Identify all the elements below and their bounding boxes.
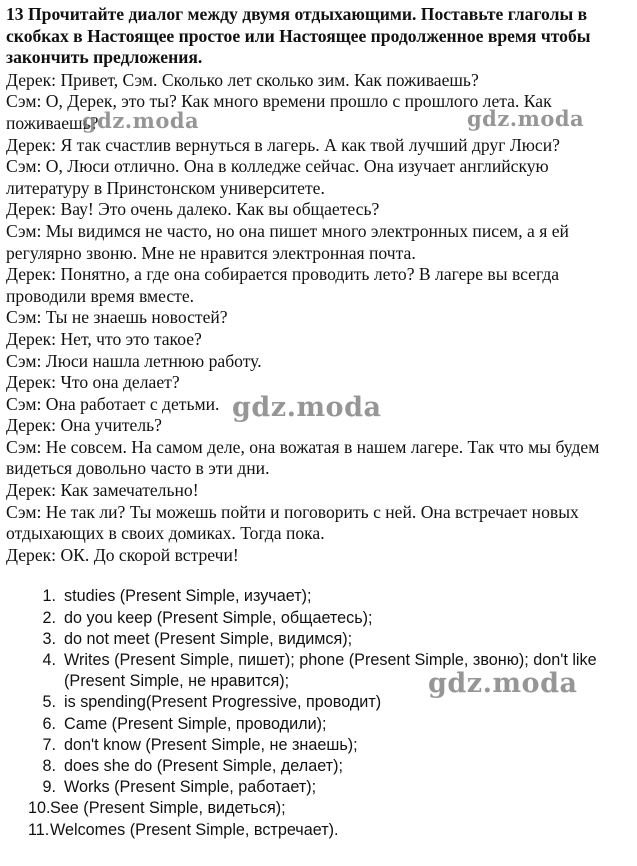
dialog-line: Сэм: Не совсем. На самом деле, она вожатая в нашем лагере. Так что мы будем видеться довольно часто в эти дни. [6, 436, 600, 479]
watermark: gdz.moda [232, 392, 382, 423]
watermark: gdz.moda [467, 106, 585, 131]
answer-item [4, 756, 633, 777]
answer-number: 8. [42, 757, 56, 776]
answer-item [4, 586, 633, 607]
answer-text: Writes (Present Simple, пишет); phone (Present Simple, звоню); don't like (Present Simple, не нравится); [64, 651, 597, 691]
answer-number: 7. [42, 735, 56, 754]
answer-list [4, 586, 633, 840]
answer-item [4, 798, 633, 819]
dialog-text [4, 70, 633, 567]
answer-item [4, 735, 633, 756]
answer-text: See (Present Simple, видеться); [50, 799, 286, 818]
answer-text: studies (Present Simple, изучает); [64, 587, 312, 606]
answer-text: Welcomes (Present Simple, встречает). [50, 820, 339, 839]
answer-number: 3. [42, 629, 56, 648]
answer-number: 11. [28, 820, 50, 839]
watermark: gdz.moda [82, 108, 200, 133]
answer-text: Came (Present Simple, проводили); [64, 714, 327, 733]
answer-item [4, 608, 633, 629]
dialog-line: Дерек: Вау! Это очень далеко. Как вы общаетесь? [6, 199, 380, 220]
task-heading: 13 Прочитайте диалог между двумя отдыхающими. Поставьте глаголы в скобках в Настоящее простое или Настоящее продолженное время чтобы закончить предложения. [6, 4, 591, 68]
dialog-line: Дерек: Она учитель? [6, 415, 162, 436]
dialog-line: Сэм: Мы видимся не часто, но она пишет много электронных писем, а я ей регулярно звоню. Мне не нравится электронная почта. [6, 220, 569, 263]
dialog-line: Дерек: Что она делает? [6, 372, 180, 393]
dialog-line: Сэм: Люси нашла летнюю работу. [6, 350, 262, 371]
dialog-line: Дерек: Нет, что это такое? [6, 328, 202, 349]
answer-item [4, 714, 633, 735]
answer-number: 2. [42, 608, 56, 627]
dialog-line: Дерек: Привет, Сэм. Сколько лет сколько зим. Как поживаешь? [6, 69, 479, 90]
answer-item [4, 777, 633, 798]
watermark: gdz.moda [428, 668, 578, 699]
answer-text: is spending(Present Progressive, проводит) [64, 693, 382, 712]
answer-number: 5. [42, 693, 56, 712]
answer-number: 10. [28, 799, 51, 818]
answer-text: do you keep (Present Simple, общаетесь); [64, 608, 373, 627]
dialog-line: Сэм: Не так ли? Ты можешь пойти и поговорить с ней. Она встречает новых отдыхающих в своих домиках. Тогда пока. [6, 501, 579, 544]
answer-text: does she do (Present Simple, делает); [64, 757, 343, 776]
answer-number: 4. [42, 651, 56, 670]
answer-text: do not meet (Present Simple, видимся); [64, 629, 353, 648]
dialog-line: Сэм: Она работает с детьми. [6, 393, 220, 414]
dialog-line: Сэм: О, Люси отлично. Она в колледже сейчас. Она изучает английскую литературу в Принстонском университете. [6, 156, 549, 198]
answer-text: Works (Present Simple, работает); [64, 778, 317, 797]
dialog-line: Дерек: Как замечательно! [6, 480, 199, 501]
dialog-line: Сэм: Ты не знаешь новостей? [6, 307, 228, 328]
dialog-line: Дерек: Понятно, а где она собирается проводить лето? В лагере вы всегда проводили время вместе. [6, 264, 560, 306]
answer-number: 9. [42, 778, 56, 797]
answer-text: don't know (Present Simple, не знаешь); [64, 735, 358, 754]
dialog-line: Дерек: ОК. До скорой встречи! [6, 544, 239, 565]
answer-number: 1. [42, 587, 56, 606]
answer-item [4, 629, 633, 650]
dialog-line: Дерек: Я так счастлив вернуться в лагерь. А как твой лучший друг Люси? [6, 134, 560, 155]
dialog-line: Сэм: О, Дерек, это ты? Как много времени прошло с прошлого лета. Как поживаешь? [6, 91, 552, 133]
answer-item [4, 820, 633, 841]
answer-number: 6. [42, 714, 56, 733]
